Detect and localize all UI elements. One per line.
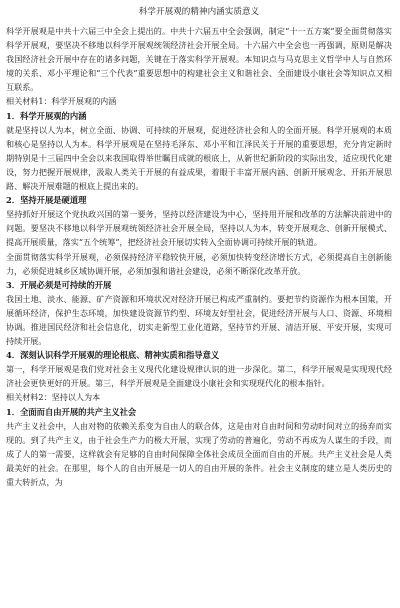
section-heading: 3．开展必须是可持续的开展 bbox=[6, 279, 112, 290]
paragraph: 就是坚持以人为本，树立全面、协调、可持续的开展观，促进经济社会和人的全面开展。科学开展观的本质和核心是坚持以人为本。科学开展观是在坚持毛泽东、邓小平和江泽民关于开展的重要思想，充分肯定新时期特别是十三届四中全会以来我国取得举世瞩目成就的根底上，从新世纪新阶段的实际出发，适应现代化建设，努力把握开展规律，汲取人类关于开展的有益成果，着眼于丰富开展内涵、创新开展观念、开拓开展思路、解决开展难题的根底上提出来的。 bbox=[6, 124, 392, 192]
section-heading: 1．全面而自由开展的共产主义社会 bbox=[6, 406, 137, 417]
section-heading: 1．科学开展观的内涵 bbox=[6, 110, 87, 121]
document-title: 科学开展观的精神内涵实质意义 bbox=[138, 7, 260, 17]
reference-label: 相关材料2：坚持以人为本 bbox=[6, 392, 101, 403]
section-heading: 4．深刻认识科学开展观的理论根底、精神实质和指导意义 bbox=[6, 350, 220, 361]
document-body bbox=[6, 24, 392, 489]
paragraph: 全面贯彻落实科学开展观，必须保持经济平稳较快开展，必须加快转变经济增长方式，必须提高自主创新能力，必须促进城乡区域协调开展，必须加强和谐社会建设，必须不断深化改革开放。 bbox=[6, 251, 392, 276]
reference-label: 相关材料1：科学开展观的内涵 bbox=[6, 96, 117, 107]
paragraph: 坚持抓好开展这个党执政兴国的第一要务，坚持以经济建设为中心，坚持用开展和改革的方法解决前进中的问题。要坚决不移地以科学开展观统领经济社会开展全局，坚持以人为本，转变开展观念、创新开展模式、提高开展质量，落实“五个统筹”，把经济社会开展切实转入全面协调可持续开展的轨道。 bbox=[6, 209, 392, 248]
section-heading: 2．坚持开展是硬道理 bbox=[6, 195, 87, 206]
paragraph: 第一，科学开展观是我们党对社会主义现代化建设规律认识的进一步深化。第二，科学开展观是实现现代经济社会更快更好的开展。第三，科学开展观是全面建设小康社会和实现现代化的根本指针。 bbox=[6, 364, 392, 389]
paragraph: 共产主义社会中，人由对物的依赖关系变为自由人的联合体，这是由对自由时间和劳动时间对立的扬弃而实现的。到了共产主义，由于社会生产力的极大开展，实现了劳动的普遍化，劳动不再成为人谋生的手段，而成了人的第一需要，这样就会有足够的自由时间保障全体社会成员全面而自由的开展。共产主义社会是人类最美好的社会。在那里，每个人的自由开展是一切人的自由开展的条件。社会主义制度的建立是人类历史的重大转折点，为 bbox=[6, 420, 392, 487]
paragraph: 我国土地、淡水、能源、矿产资源和环境状况对经济开展已构成严重制约。要把节约资源作为根本国策，开展循环经济，保护生态环境，加快建设资源节约型、环境友好型社会，促进经济开展与人口、资源、环境相协调。推进国民经济和社会信息化，切实走新型工业化道路，坚持节约开展、清洁开展、平安开展，实现可持续开展。 bbox=[6, 293, 392, 347]
paragraph: 科学开展观是中共十六届三中全会上提出的。中共十六届五中全会强调，制定“十一五方案”要全面贯彻落实科学开展观，要坚决不移地以科学开展观统领经济社会开展全局。十六届六中全会也一再强调，原则是解决我国经济社会开展中存在的诸多问题，关键在于落实科学开展观。本知识点与马克思主义哲学中人与自然环境的关系、邓小平理论和“三个代表”重要思想中的构建社会主义和谐社会、全面建设小康社会等知识点又相互联系。 bbox=[6, 26, 392, 93]
